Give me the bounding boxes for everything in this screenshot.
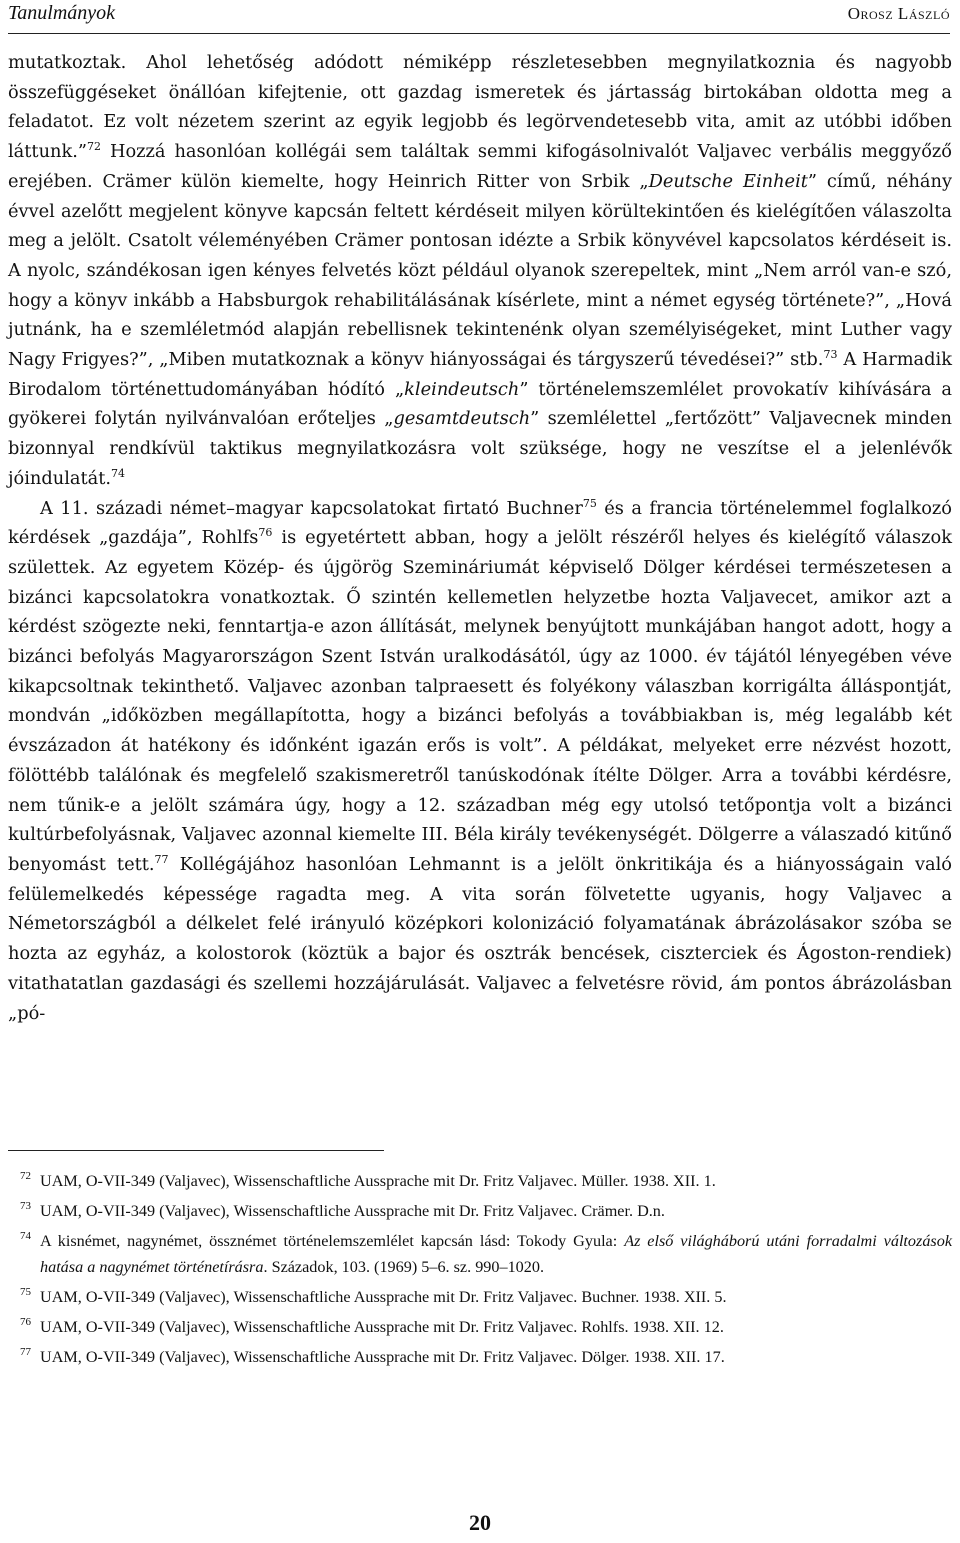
header-divider (8, 33, 950, 34)
footnote-text: . Századok, 103. (1969) 5–6. sz. 990–1020. (263, 1258, 545, 1276)
footnote-divider (8, 1150, 384, 1151)
term-gesamtdeutsch: gesamtdeutsch (393, 408, 531, 430)
author-name: Orosz László (847, 4, 950, 23)
text-run: Hozzá hasonlóan kollégái sem találtak semmi kifogásolnivalót Valjavec verbális meggyőző erejében. Crämer külön kiemelte, hogy Heinrich Ritter von Srbik „ (8, 141, 952, 192)
text-run: A Harmadik Birodalom történettudományában hódító „ (8, 349, 952, 400)
footnote-text: A kisnémet, nagynémet, össznémet történelemszemlélet kapcsán lásd: Tokody Gyula: (40, 1232, 625, 1250)
footnote-ref-73[interactable]: 73 (823, 348, 838, 362)
footnote-text: UAM, O-VII-349 (Valjavec), Wissenschaftliche Aussprache mit Dr. Fritz Valjavec. Crämer. D.n. (40, 1202, 665, 1220)
text-run: is egyetértett abban, hogy a jelölt részéről helyes és kielégítő válaszok születtek. Az egyetem Közép- és újgörög Szemináriumát képviselő Dölger kérdései természetesen a bizánci kapcsolatokra vonatkoztak. Ő szintén kellemetlen helyzetbe hozta Valjavecet, amikor azt a kérdést szögezte neki, fenntartja-e azon állítását, melynek benyújtott munkájában hangot adott, hogy a bizánci befolyás Magyarországon Szent István uralkodásától, úgy az 1000. év tájától lényegében véve kikapcsoltnak tekinthető. Valjavec azonban talpraesett és folyékony válaszban korrigálta álláspontját, mondván „időközben megállapította, hogy a bizánci befolyás a továbbiakban is, még legalább két évszázadon át hatékony és időnként igazán erős is volt”. A példákat, melyeket erre nézvést hozott, fölöttébb találónak és megfelelő szakismeretről tanúskodónak ítélte Dölger. Arra a további kérdésre, nem tűnik-e a jelölt számára úgy, hogy a 12. században még egy utolsó tetőpontja volt a bizánci kultúrbefolyásnak, Valjavec azonnal kiemelte III. Béla király tevékenységét. Dölgerre a válaszadó kitűnő benyomást tett. (8, 527, 952, 875)
footnote-75 (8, 1284, 952, 1310)
body-text (8, 48, 952, 1028)
footnote-ref-76[interactable]: 76 (258, 526, 273, 540)
text-run: ” történelemszemlélet provokatív kihívására a gyökerei folytán nyilvánvalóan erőteljes „ (8, 378, 952, 430)
footnote-73 (8, 1198, 952, 1224)
footnote-number: 73 (20, 1200, 31, 1212)
text-run: és a francia történelemmel foglalkozó kérdések „gazdája”, Rohlfs (8, 497, 952, 549)
footnote-77 (8, 1344, 952, 1370)
section-title: Tanulmányok (8, 2, 116, 24)
footnote-ref-77[interactable]: 77 (154, 852, 169, 866)
footnote-ref-75[interactable]: 75 (582, 496, 597, 510)
footnotes (8, 1168, 952, 1374)
cited-title: Az első világháború utáni forradalmi változások hatása a nagynémet történetírásra (40, 1232, 952, 1276)
footnote-74 (8, 1228, 952, 1280)
term-kleindeutsch: kleindeutsch (404, 378, 520, 400)
footnote-number: 72 (20, 1170, 31, 1182)
footnote-number: 75 (20, 1286, 31, 1298)
page-number: 20 (469, 1510, 491, 1535)
text-run: mutatkoztak. Ahol lehetőség adódott némiképp részletesebben megnyilatkoznia és nagyobb összefüggéseket önállóan kifejtenie, ott gazdag ismeretek és jártasság birtokában oldotta meg a feladatot. Ez volt nézetem szerint az egyik legjobb és legörvendetesebb vita, amit az utóbbi időben láttunk.” (8, 52, 952, 163)
text-run: A 11. századi német–magyar kapcsolatokat firtató Buchner (40, 497, 583, 519)
footnote-ref-72[interactable]: 72 (87, 140, 101, 154)
footnote-number: 74 (20, 1230, 31, 1242)
footnote-text: UAM, O-VII-349 (Valjavec), Wissenschaftliche Aussprache mit Dr. Fritz Valjavec. Buchner. 1938. XII. 5. (40, 1288, 727, 1306)
footnote-ref-74[interactable]: 74 (111, 466, 126, 480)
paragraph-2 (8, 494, 952, 1029)
text-run: Kollégájához hasonlóan Lehmannt is a jelölt önkritikája és a hiányosságain való felülemelkedés képessége ragadta meg. A vita során fölvetette ugyanis, hogy Valjavec a Németországból a délkelet felé irányuló középkori kolonizáció folyamatának ábrázolásakor szóba se hozta az egyház, a kolostorok (köztük a bajor és osztrák bencések, ciszterciek és Ágoston-rendiek) vitathatatlan gazdasági és szellemi hozzájárulását. Valjavec a felvetésre rövid, ám pontos ábrázolásban „pó- (8, 853, 952, 1024)
footnote-76 (8, 1314, 952, 1340)
footnote-text: UAM, O-VII-349 (Valjavec), Wissenschaftliche Aussprache mit Dr. Fritz Valjavec. Dölger. 1938. XII. 17. (40, 1348, 725, 1366)
footnote-number: 77 (20, 1346, 31, 1358)
text-run: ” szemlélettel „fertőzött” Valjavecnek minden bizonnyal rendkívül taktikus megnyilatkozásra volt szüksége, hogy ne veszítse el a jelenlévők jóindulatát. (8, 408, 952, 489)
footnote-text: UAM, O-VII-349 (Valjavec), Wissenschaftliche Aussprache mit Dr. Fritz Valjavec. Müller. 1938. XII. 1. (40, 1172, 716, 1190)
book-title: Deutsche Einheit (648, 170, 808, 192)
paragraph-1 (8, 48, 952, 494)
footnote-72 (8, 1168, 952, 1194)
text-run: ” című, néhány évvel azelőtt megjelent könyve kapcsán feltett kérdéseit milyen körültekintően és kielégítően válaszolta meg a jelölt. Csatolt véleményében Crämer pontosan idézte a Srbik könyvével kapcsolatos kérdéseit is. A nyolc, szándékosan igen kényes felvetés közt például olyanok szerepeltek, mint „Nem arról van-e szó, hogy a könyv inkább a Habsburgok rehabilitálásának kísérlete, mint a német egység története?”, „Hová jutnánk, ha e szemléletmód alapján rebellisnek tekintenénk olyan személyiségeket, mint Luther vagy Nagy Frigyes?”, „Miben mutatkoznak a könyv hiányosságai és tárgyszerű tévedései?” stb. (8, 170, 952, 371)
footnote-text: UAM, O-VII-349 (Valjavec), Wissenschaftliche Aussprache mit Dr. Fritz Valjavec. Rohlfs. 1938. XII. 12. (40, 1318, 724, 1336)
running-header (8, 0, 950, 32)
footnote-number: 76 (20, 1316, 31, 1328)
